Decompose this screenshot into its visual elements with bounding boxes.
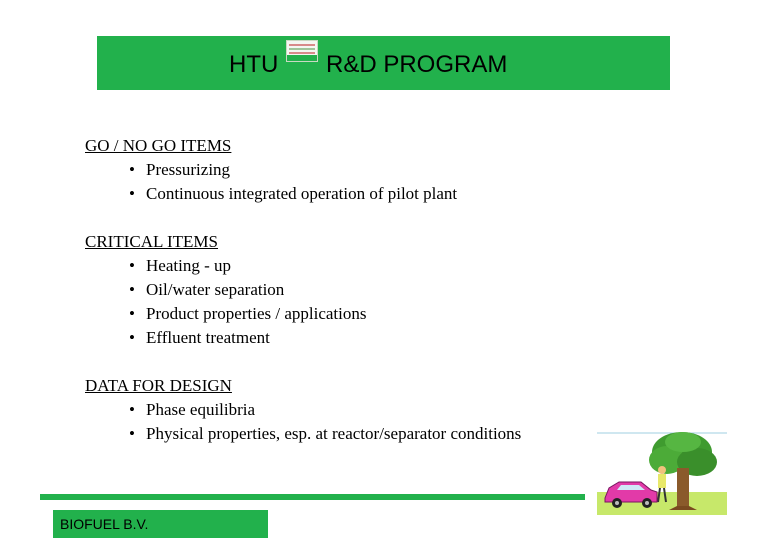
section-heading: GO / NO GO ITEMS (85, 136, 232, 155)
list-item: • Product properties / applications (85, 302, 366, 326)
section-data-for-design (85, 374, 521, 446)
footer-company-label: BIOFUEL B.V. (60, 516, 149, 532)
car-and-tree-illustration (597, 430, 727, 515)
list-item: • Oil/water separation (85, 278, 366, 302)
footer-divider (40, 494, 585, 500)
section-go-no-go (85, 134, 457, 206)
list-item: • Heating - up (85, 254, 366, 278)
trademark-logo (286, 40, 318, 62)
section-heading: DATA FOR DESIGN (85, 376, 232, 395)
section-heading: CRITICAL ITEMS (85, 232, 219, 251)
title-left: HTU (229, 51, 279, 78)
title-right: R&D PROGRAM (326, 51, 508, 78)
section-critical-items (85, 230, 366, 350)
list-item: • Physical properties, esp. at reactor/separator conditions (85, 422, 521, 446)
list-item: • Effluent treatment (85, 326, 366, 350)
list-item: • Continuous integrated operation of pilot plant (85, 182, 457, 206)
list-item: • Phase equilibria (85, 398, 521, 422)
list-item: • Pressurizing (85, 158, 457, 182)
